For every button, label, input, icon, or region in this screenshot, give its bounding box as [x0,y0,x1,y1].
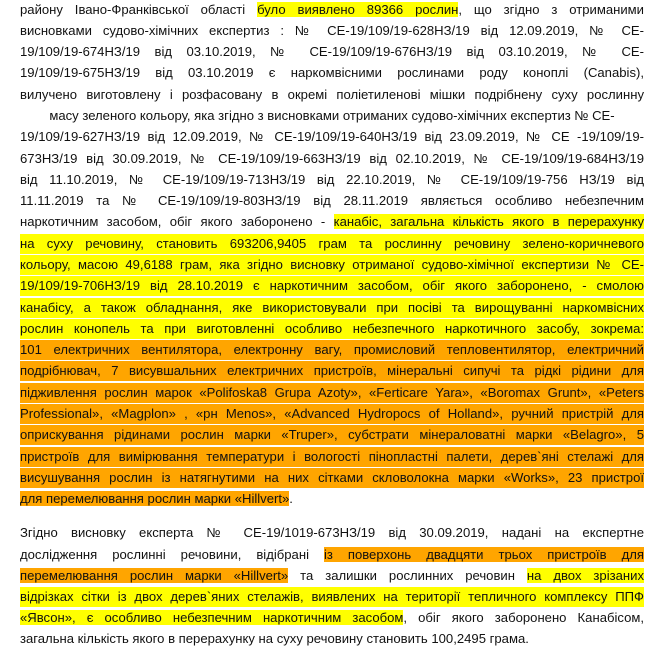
text-line-highlighted-orange: висушування рослин із натягнутими на них сітками скловолокна марки «Works», 23 пристрої [20,468,644,488]
text-line-highlighted-orange: 101 електричних вентилятора, електронну вагу, промисловий тепловентилятор, електричний [20,340,644,360]
text-line: від 11.10.2019, № СЕ-19/109/19-713НЗ/19 від 22.10.2019, № СЕ-19/109/19-756 НЗ/19 від [20,172,644,187]
text-line: наркотичним засобом, обіг якого заборонено - канабіс, загальна кількість якого в перерахунку [20,214,644,229]
text-line-highlighted-orange: подрібнювач, 7 висувшальних електричних пристроїв, мінеральні сипучі та рідкі рідини для [20,361,644,381]
text-line-highlighted: кольору, масою 49,6188 грам, яка згідно висновку отриманої судово-хімічної експертизи № СЕ- [20,255,644,275]
text-line: перемелювання рослин марки «Hillvert» та залишки рослинних речовин на двох зрізаних [20,568,644,583]
text-line: висновками судово-хімічних експертиз : № СЕ-19/109/19-628НЗ/19 від 12.09.2019, № СЕ- [20,23,644,38]
text-line: 19/109/19-675НЗ/19 від 03.10.2019 є наркомвісними рослинами роду коноплі (Canabis), [20,65,644,80]
text-line: «Явсон», є особливо небезпечним наркотичним засобом, обіг якого заборонено Канабісом, [20,610,644,625]
text-line: масу зеленого кольору, яка згідно з висновками отриманих судово-хімічних експертиз № СЕ- [49,108,615,123]
text-line: вилучено виготовлену і розфасовану в окремі поліетиленові мішки подрібнену суху рослинну [20,87,644,102]
text-line-highlighted: відрізках сітки із двох дерев`яних стелажів, виявлених на території тепличного комплексу ППФ [20,587,644,607]
text-line: району Івано-Франківської області було виявлено 89366 рослин, що згідно з отриманими [20,2,644,17]
text-line: 11.11.2019 та № СЕ-19/109/19-803НЗ/19 від 28.11.2019 являється особливо небезпечним [20,193,644,208]
text-line-highlighted: 19/109/19-706НЗ/19 від 28.10.2019 є наркотичним засобом, обіг якого заборонено, - смолою [20,276,644,296]
text-line: загальна кількість якого в перерахунку на суху речовину становить 100,2495 грама. [20,631,529,646]
text-line-highlighted: рослин конопель та при виготовленні особливо небезпечного наркотичного засобу, зокрема: [20,319,644,339]
text-line-highlighted: на суху речовину, становить 693206,9405 грам та рослинну речовину зелено-коричневого [20,234,644,254]
text-line: 673НЗ/19 від 30.09.2019, № СЕ-19/109/19-663НЗ/19 від 02.10.2019, № СЕ-19/109/19-684НЗ/19 [20,151,644,166]
text-line: Згідно висновку експерта № СЕ-19/1019-673НЗ/19 від 30.09.2019, надані на експертне [20,525,644,540]
text-line-highlighted-orange: підживлення рослин марок «Polifoska8 Grupa Azoty», «Ferticare Yara», «Boromax Grunt», «Peters [20,383,644,403]
text-line-highlighted-orange: оприскування рідинами рослин марки «Truper», субстрати мінераловатні марки «Belagro», 5 [20,425,644,445]
text-line: 19/109/19-674НЗ/19 від 03.10.2019, № СЕ-19/109/19-676НЗ/19 від 03.10.2019, № СЕ- [20,44,644,59]
text-line: дослідження рослинні речовини, відібрані із поверхонь двадцяти трьох пристроїв для [20,547,644,562]
text-line: для перемелювання рослин марки «Hillvert». [20,491,293,506]
text-line: 19/109/19-627НЗ/19 від 12.09.2019, № СЕ-19/109/19-640НЗ/19 від 23.09.2019, № СЕ -19/109/19- [20,129,644,144]
text-line-highlighted-orange: пристроїв для вимірювання температури і вологості пінопластні палети, дерев`яні стелажі для [20,447,644,467]
text-line-highlighted-orange: Professional», «Magplon» , «рн Menos», «Advanced Hydropocs of Holland», ручний пристрій для [20,404,644,424]
text-line-highlighted: канабісу, а також обладнання, яке використовували при посіві та вирощуванні наркомвісних [20,298,644,318]
